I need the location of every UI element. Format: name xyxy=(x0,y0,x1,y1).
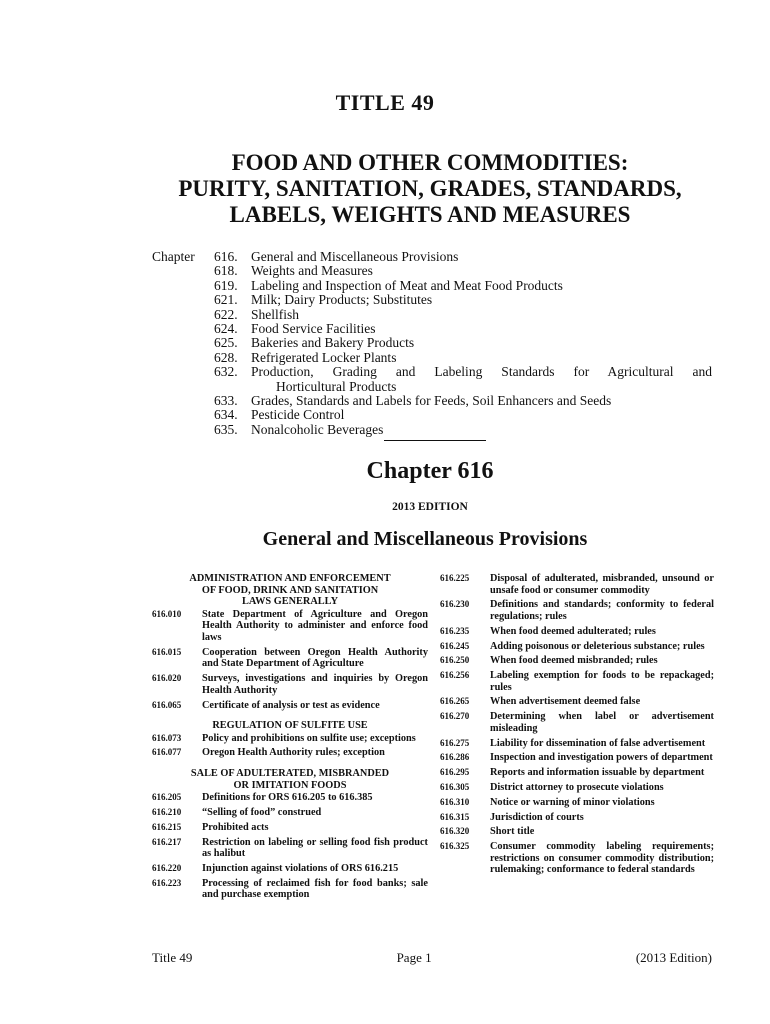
toc-entry-text: Prohibited acts xyxy=(202,821,269,833)
toc-entry-text: Short title xyxy=(490,826,535,838)
toc-entry[interactable] xyxy=(152,792,428,804)
toc-entry-number: 616.073 xyxy=(152,732,182,743)
chapter-title: Bakeries and Bakery Products xyxy=(251,335,415,351)
toc-entry[interactable] xyxy=(440,812,714,824)
toc-entry[interactable] xyxy=(440,767,714,779)
footer-page-number: Page 1 xyxy=(396,950,432,965)
toc-entry-text: Notice or warning of minor violations xyxy=(490,796,655,808)
toc-entry-text: District attorney to prosecute violations xyxy=(490,781,664,793)
chapter-number: 635. xyxy=(214,421,238,437)
toc-entry-text: “Selling of food” construed xyxy=(202,807,322,819)
toc-section-heading-line: REGULATION OF SULFITE USE xyxy=(212,720,368,732)
chapter-item xyxy=(152,250,712,264)
toc-entry[interactable] xyxy=(440,696,714,708)
toc-entry-text: Determining when label or advertisement misleading xyxy=(490,711,714,734)
toc-entry-number: 616.275 xyxy=(440,737,470,748)
toc-entry[interactable] xyxy=(440,599,714,622)
chapter-item xyxy=(152,322,712,336)
toc-entry-number: 616.230 xyxy=(440,599,470,610)
chapter-number: 616. xyxy=(214,249,238,264)
chapter-number: 633. xyxy=(214,393,238,409)
toc-entry-number: 616.217 xyxy=(152,836,182,847)
toc-section-heading xyxy=(152,720,428,732)
toc-entry-number: 616.223 xyxy=(152,877,182,888)
chapter-item xyxy=(152,279,712,293)
chapter-item xyxy=(152,351,712,365)
footer-edition: (2013 Edition) xyxy=(635,950,712,965)
toc-entry-number: 616.256 xyxy=(440,670,470,681)
toc-entry-number: 616.265 xyxy=(440,696,470,707)
toc-section-heading-line: ADMINISTRATION AND ENFORCEMENT xyxy=(189,573,391,584)
toc-entry-number: 616.270 xyxy=(440,711,470,722)
chapter-item xyxy=(152,308,712,322)
toc-entry[interactable] xyxy=(152,807,428,819)
toc-entry-number: 616.325 xyxy=(440,841,470,852)
chapter-title: Nonalcoholic Beverages xyxy=(251,421,384,437)
toc-entry-number: 616.235 xyxy=(440,625,470,636)
toc-entry-text: Jurisdiction of courts xyxy=(490,811,584,823)
toc-right-column xyxy=(440,573,714,879)
toc-entry[interactable] xyxy=(152,700,428,712)
toc-entry-text: Surveys, investigations and inquiries by Oregon Health Authority xyxy=(202,673,428,696)
toc-entry-number: 616.245 xyxy=(440,640,470,651)
footer-title: Title 49 xyxy=(152,950,193,965)
toc-entry[interactable] xyxy=(152,837,428,860)
toc-section-heading-line: LAWS GENERALLY xyxy=(241,596,339,608)
toc-entry-number: 616.315 xyxy=(440,811,470,822)
toc-entry-number: 616.220 xyxy=(152,862,182,873)
toc-entry[interactable] xyxy=(440,752,714,764)
toc-entry[interactable] xyxy=(152,647,428,670)
chapter-title: General and Miscellaneous Provisions xyxy=(251,249,459,264)
chapter-item xyxy=(152,365,712,379)
toc-entry[interactable] xyxy=(152,878,428,901)
chapter-item xyxy=(152,394,712,408)
chapter-number: 632. xyxy=(214,364,238,380)
toc-entry[interactable] xyxy=(440,826,714,838)
title-number: TITLE 49 xyxy=(335,90,435,115)
toc-section-heading-line: SALE OF ADULTERATED, MISBRANDED xyxy=(190,768,390,780)
chapter-number: 621. xyxy=(214,292,238,308)
toc-entry-text: Oregon Health Authority rules; exception xyxy=(202,747,385,759)
toc-entry-text: Certificate of analysis or test as evidence xyxy=(202,699,380,711)
chapter-title: Grades, Standards and Labels for Feeds, Soil Enhancers and Seeds xyxy=(251,393,612,409)
toc-entry[interactable] xyxy=(440,711,714,734)
chapter-title: Production, Grading and Labeling Standards for Agricultural and xyxy=(251,364,712,380)
toc-entry[interactable] xyxy=(152,673,428,696)
toc-entry-text: Definitions for ORS 616.205 to 616.385 xyxy=(202,792,373,804)
toc-entry-number: 616.310 xyxy=(440,796,470,807)
chapter-item xyxy=(152,423,712,437)
chapter-number: 618. xyxy=(214,263,238,279)
toc-entry-text: Adding poisonous or deleterious substance; rules xyxy=(490,640,705,652)
title-name xyxy=(0,150,770,228)
toc-entry-text: When advertisement deemed false xyxy=(490,696,641,708)
toc-entry-text: Labeling exemption for foods to be repackaged; rules xyxy=(490,670,714,693)
toc-entry[interactable] xyxy=(440,655,714,667)
title-name-line: FOOD AND OTHER COMMODITIES: xyxy=(231,150,629,175)
toc-section-heading xyxy=(152,573,428,608)
toc-entry-number: 616.210 xyxy=(152,807,182,818)
toc-entry-text: Policy and prohibitions on sulfite use; exceptions xyxy=(202,732,416,744)
toc-entry-number: 616.077 xyxy=(152,747,182,758)
toc-entry-number: 616.020 xyxy=(152,673,182,684)
toc-entry-text: Consumer commodity labeling requirements; restrictions on consumer commodity distribution; rulemaking; conformance to federal standards xyxy=(490,841,714,876)
toc-entry-number: 616.305 xyxy=(440,781,470,792)
chapter-item xyxy=(152,264,712,278)
toc-entry-text: State Department of Agriculture and Oregon Health Authority to administer and enforce food laws xyxy=(202,608,428,643)
chapter-number: 624. xyxy=(214,321,238,337)
toc-entry[interactable] xyxy=(152,733,428,745)
chapter-subtitle: General and Miscellaneous Provisions xyxy=(262,528,588,550)
chapter-number: 628. xyxy=(214,349,238,365)
toc-entry-text: Liability for dissemination of false advertisement xyxy=(490,737,706,749)
chapter-number: 634. xyxy=(214,407,238,423)
chapter-title-continuation: Horticultural Products xyxy=(276,378,397,394)
toc-entry-number: 616.205 xyxy=(152,792,182,803)
toc-entry[interactable] xyxy=(440,797,714,809)
toc-entry-text: When food deemed misbranded; rules xyxy=(490,655,658,667)
chapter-item xyxy=(152,336,712,350)
toc-entry-text: Disposal of adulterated, misbranded, unsound or unsafe food or consumer commodity xyxy=(490,573,714,596)
chapter-title: Pesticide Control xyxy=(251,407,345,423)
chapter-number: 622. xyxy=(214,306,238,322)
toc-entry[interactable] xyxy=(152,747,428,759)
toc-entry[interactable] xyxy=(440,626,714,638)
edition-label: 2013 EDITION xyxy=(392,501,468,513)
toc-section-heading xyxy=(152,768,428,791)
section-divider xyxy=(384,440,486,441)
toc-entry-number: 616.015 xyxy=(152,646,182,657)
page-footer xyxy=(152,950,712,966)
toc-entry-number: 616.250 xyxy=(440,655,470,666)
toc-entry-text: Processing of reclaimed fish for food banks; sale and purchase exemption xyxy=(202,877,428,901)
chapter-list-label: Chapter xyxy=(152,249,195,264)
chapter-number: 619. xyxy=(214,277,238,293)
toc-entry-number: 616.286 xyxy=(440,752,470,763)
toc-entry-text: Definitions and standards; conformity to federal regulations; rules xyxy=(490,599,714,622)
toc-entry-text: Restriction on labeling or selling food fish product as halibut xyxy=(202,836,428,860)
toc-entry[interactable] xyxy=(152,863,428,875)
chapter-item xyxy=(152,293,712,307)
chapter-list xyxy=(152,250,712,437)
title-name-line: LABELS, WEIGHTS AND MEASURES xyxy=(229,202,631,227)
toc-entry-number: 616.320 xyxy=(440,826,470,837)
toc-entry-text: Cooperation between Oregon Health Authority and State Department of Agriculture xyxy=(202,646,428,670)
toc-entry-number: 616.295 xyxy=(440,767,470,778)
toc-entry[interactable] xyxy=(440,641,714,653)
chapter-title: Food Service Facilities xyxy=(251,321,376,337)
toc-entry-number: 616.010 xyxy=(152,608,182,619)
toc-entry-number: 616.225 xyxy=(440,573,470,583)
chapter-number: 625. xyxy=(214,335,238,351)
toc-entry-text: Reports and information issuable by department xyxy=(490,767,705,779)
toc-entry-text: When food deemed adulterated; rules xyxy=(490,625,656,637)
toc-left-column xyxy=(152,573,428,904)
title-name-line: PURITY, SANITATION, GRADES, STANDARDS, xyxy=(178,176,682,201)
chapter-heading: Chapter 616 xyxy=(366,458,494,484)
toc-entry-text: Injunction against violations of ORS 616.215 xyxy=(202,862,399,874)
chapter-title: Refrigerated Locker Plants xyxy=(251,349,397,365)
toc-section-heading-line: OF FOOD, DRINK AND SANITATION xyxy=(201,584,379,596)
chapter-title: Milk; Dairy Products; Substitutes xyxy=(251,292,433,308)
chapter-title: Shellfish xyxy=(251,306,300,322)
toc-entry[interactable] xyxy=(152,609,428,644)
chapter-item xyxy=(152,408,712,422)
toc-section-heading-line: OR IMITATION FOODS xyxy=(233,779,347,791)
chapter-title: Labeling and Inspection of Meat and Meat Food Products xyxy=(251,277,563,293)
toc-entry-text: Inspection and investigation powers of department xyxy=(490,752,713,764)
toc-entry-number: 616.065 xyxy=(152,699,182,710)
chapter-title: Weights and Measures xyxy=(251,263,373,279)
toc-entry[interactable] xyxy=(440,573,714,596)
toc-entry[interactable] xyxy=(152,822,428,834)
toc-entry[interactable] xyxy=(440,738,714,750)
toc-entry[interactable] xyxy=(440,782,714,794)
toc-entry[interactable] xyxy=(440,670,714,693)
toc-entry-number: 616.215 xyxy=(152,821,182,832)
toc-entry[interactable] xyxy=(440,841,714,876)
